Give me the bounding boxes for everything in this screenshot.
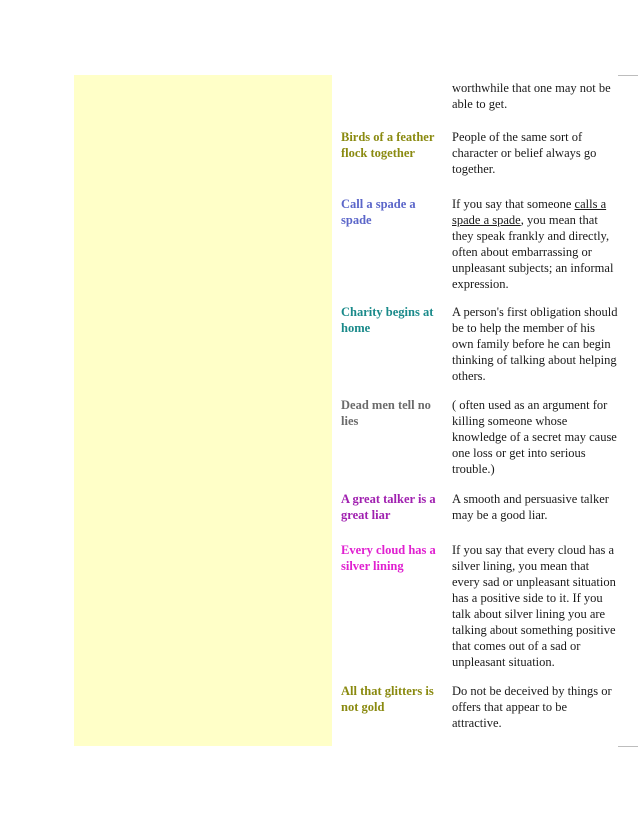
proverb-term: A great talker is a great liar [341,492,436,522]
page-edge-rule-bottom [618,746,638,747]
proverb-term: Every cloud has a silver lining [341,543,436,573]
underlined-phrase: calls a spade a spade [452,197,607,227]
proverb-term: Dead men tell no lies [341,398,431,428]
meaning-text-part: If you say that someone [452,197,575,211]
proverb-term: Call a spade a spade [341,197,416,227]
page-edge-rule-top [618,75,638,76]
meaning-text: People of the same sort of character or belief always go together. [452,130,597,176]
proverb-term: Charity begins at home [341,305,434,335]
meaning-text: Do not be deceived by things or offers that appear to be attractive. [452,684,612,730]
proverb-term: All that glitters is not gold [341,684,434,714]
yellow-sidebar-panel [74,75,332,746]
meaning-text [452,196,618,292]
proverb-term: Birds of a feather flock together [341,130,435,160]
meaning-text: If you say that every cloud has a silver lining, you mean that every sad or unpleasant situation has a positive side to it. If you talk about silver lining you are talking about something positive that comes out of a sad or unpleasant situation. [452,543,616,669]
meaning-text: worthwhile that one may not be able to get. [452,81,611,111]
meaning-text-part: , you mean that they speak frankly and directly, often about embarrassing or unpleasant subjects; an informal expression. [452,213,614,291]
meaning-text: A person's first obligation should be to help the member of his own family before he can begin thinking of talking about helping others. [452,305,618,383]
meaning-text: ( often used as an argument for killing someone whose knowledge of a secret may cause one loss or get into serious trouble.) [452,398,617,476]
meaning-text: A smooth and persuasive talker may be a good liar. [452,492,609,522]
